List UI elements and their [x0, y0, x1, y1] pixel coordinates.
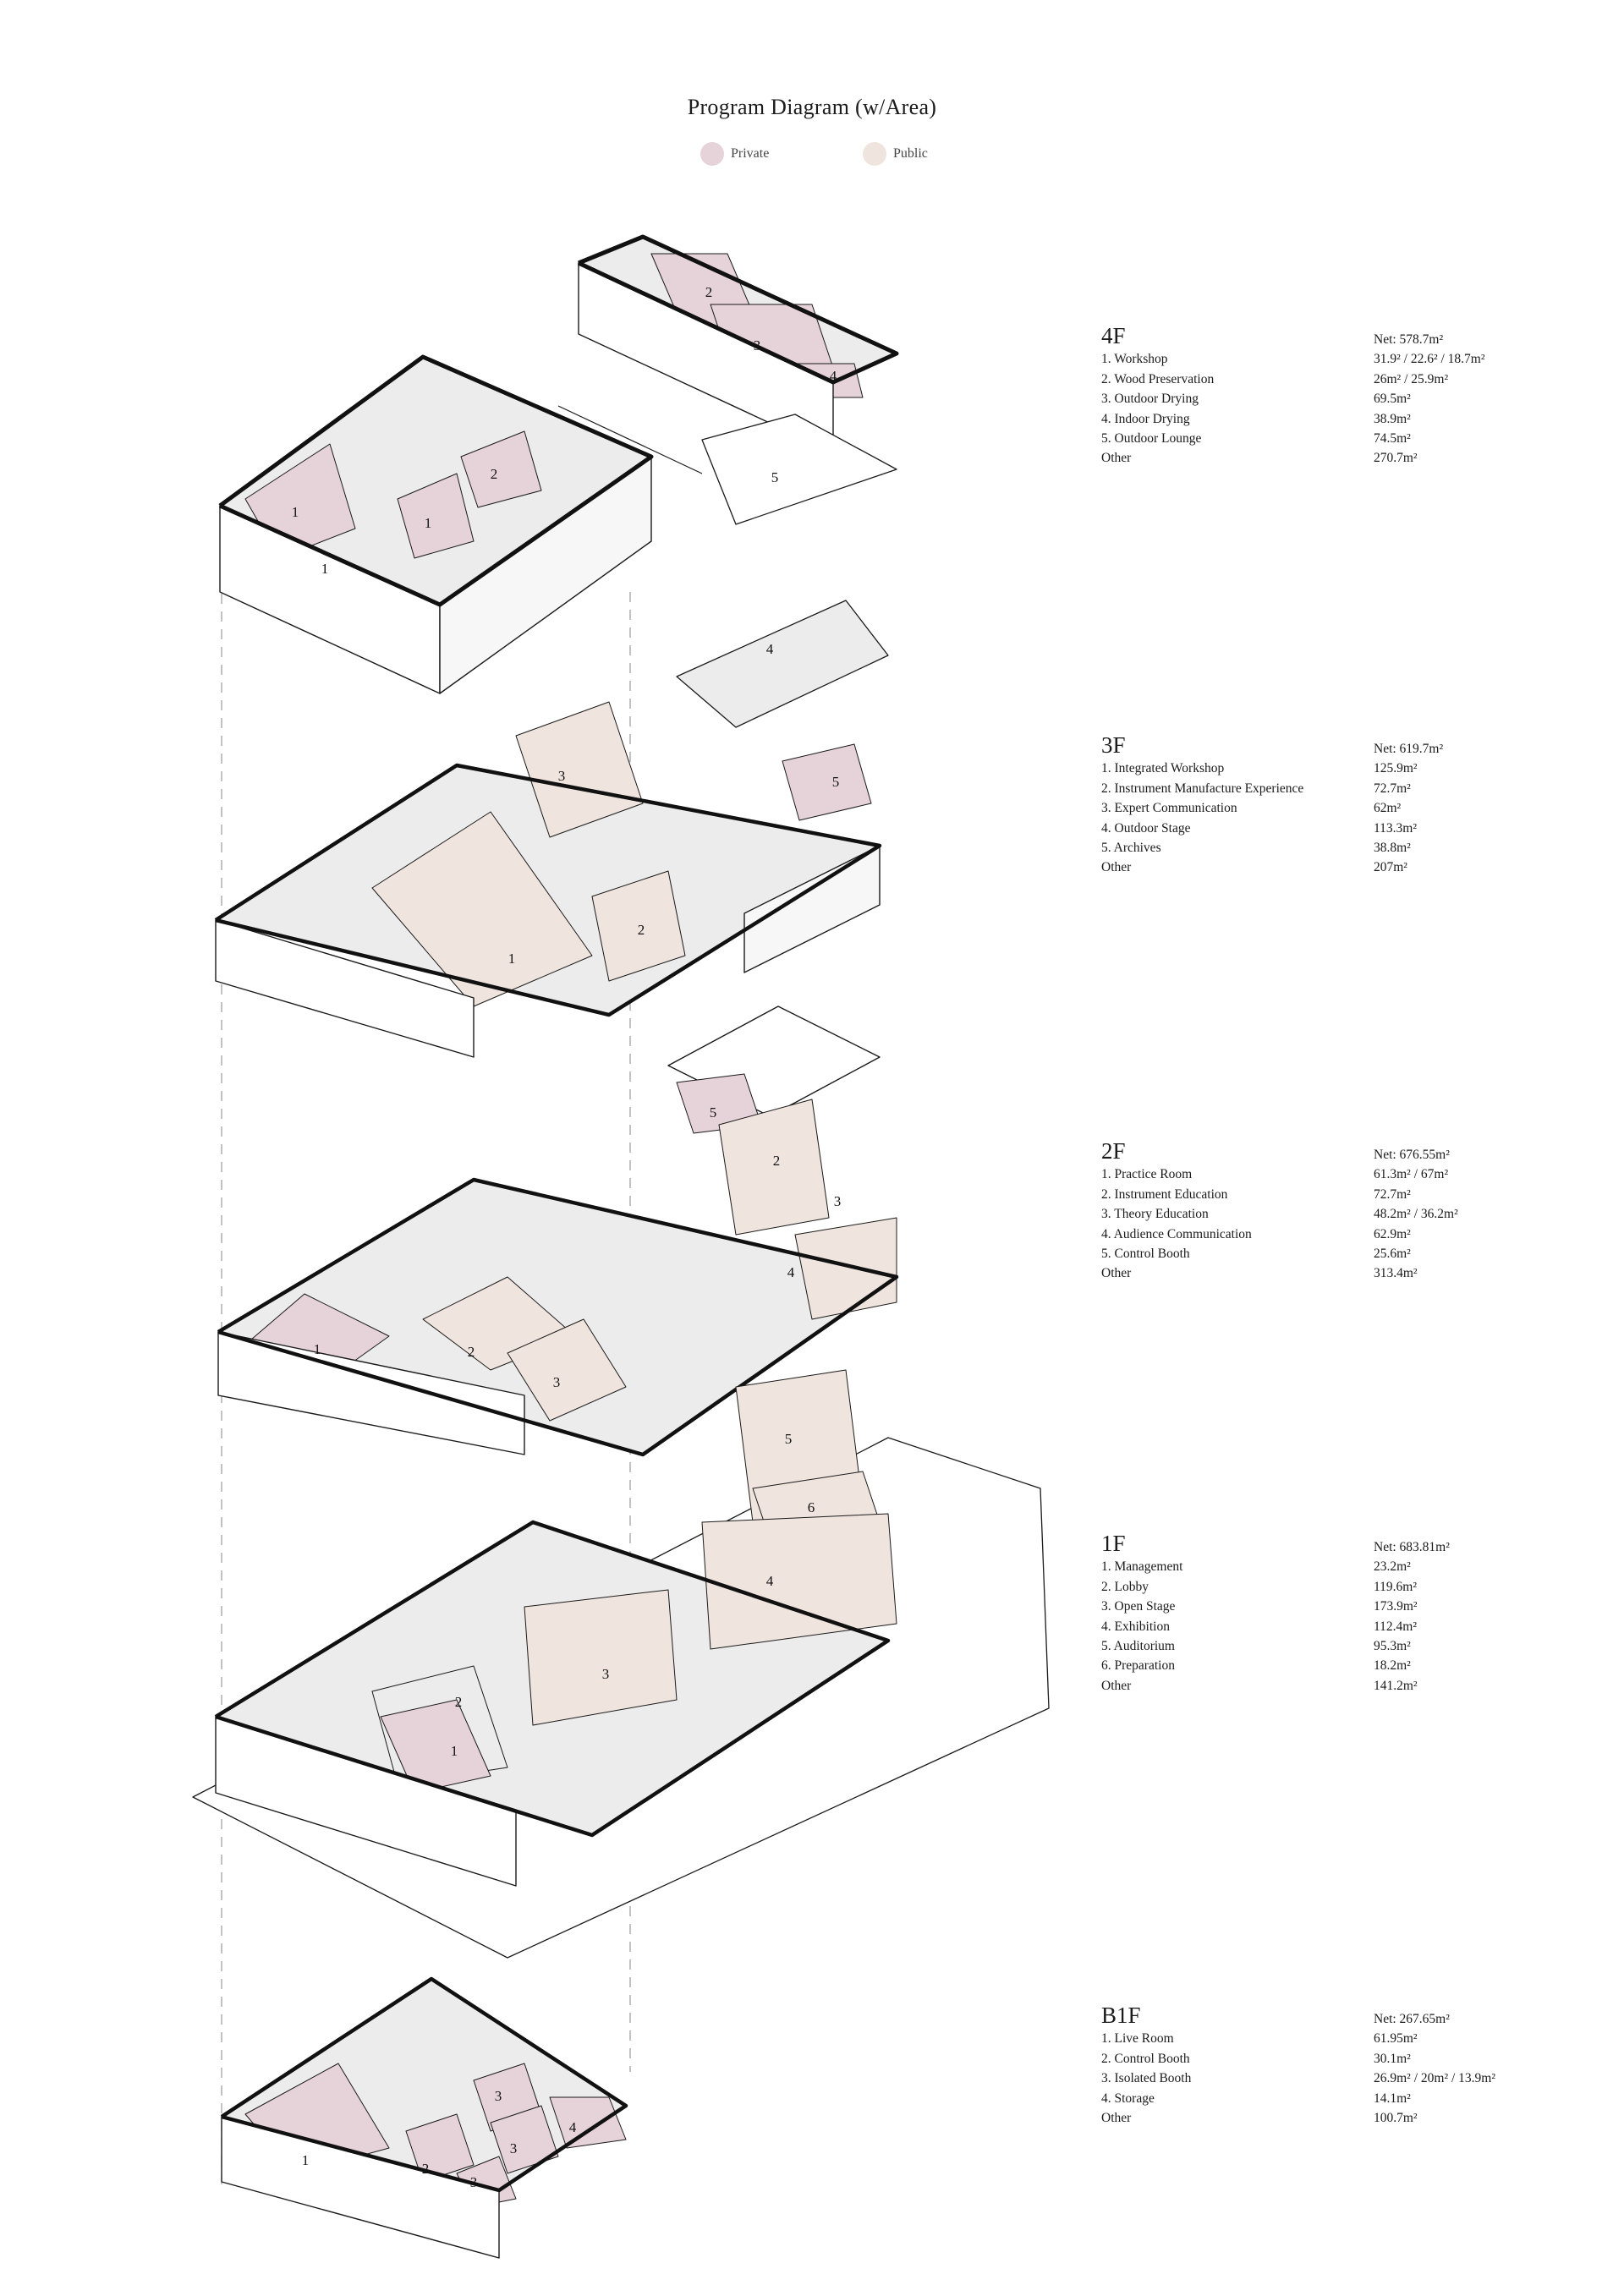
2f-label-5: 1 [313, 1341, 321, 1357]
room-area: 48.2m² / 36.2m² [1374, 1207, 1458, 1222]
room-area: 141.2m² [1374, 1678, 1418, 1693]
3f-label-5: 1 [508, 951, 516, 967]
diagram-title: Program Diagram (w/Area) [687, 95, 937, 119]
1f-label-1: 5 [784, 1431, 793, 1447]
room-label: 2. Lobby [1101, 1579, 1149, 1594]
room-label: 1. Live Room [1101, 2031, 1174, 2047]
room-row [1101, 819, 1575, 838]
room-row [1101, 1185, 1575, 1204]
room-row [1101, 1656, 1575, 1675]
room-area: 38.8m² [1374, 840, 1411, 855]
b1f-label-2: 3 [509, 2140, 518, 2156]
net-area: Net: 267.65m² [1374, 2012, 1450, 2026]
net-area: Net: 683.81m² [1374, 1540, 1450, 1554]
room-label: 3. Outdoor Drying [1101, 392, 1199, 407]
1f-label-5: 2 [454, 1694, 463, 1710]
room-area: 113.3m² [1374, 820, 1418, 836]
room-row [1101, 409, 1575, 429]
room-label: 1. Practice Room [1101, 1167, 1193, 1182]
room-label: 1. Integrated Workshop [1101, 761, 1225, 776]
room-area: 23.2m² [1374, 1559, 1411, 1575]
room-label: 3. Theory Education [1101, 1207, 1209, 1222]
net-area: Net: 676.55m² [1374, 1148, 1450, 1162]
room-row [1101, 370, 1575, 389]
floor-name: B1F [1101, 2003, 1141, 2028]
floor-info-b1f [1101, 2003, 1575, 2128]
3f-label-4: 2 [637, 922, 645, 938]
room-label: 5. Archives [1101, 840, 1161, 855]
room-area: 69.5m² [1374, 392, 1411, 407]
room-label: Other [1101, 451, 1132, 466]
net-area: Net: 578.7m² [1374, 332, 1444, 347]
2f-label-2: 2 [772, 1153, 781, 1169]
room-row [1101, 448, 1575, 468]
room-row [1101, 429, 1575, 448]
room-label: 2. Instrument Manufacture Experience [1101, 781, 1304, 796]
room-label: 4. Storage [1101, 2091, 1155, 2106]
1f-label-3: 4 [765, 1573, 774, 1589]
floor-name: 4F [1101, 323, 1126, 348]
room-label: 5. Control Booth [1101, 1246, 1190, 1261]
2f-label-7: 3 [552, 1374, 561, 1390]
room-area: 270.7m² [1374, 451, 1418, 466]
floor-info-4f [1101, 323, 1575, 469]
floor-name: 2F [1101, 1138, 1126, 1164]
room-row [1101, 1617, 1575, 1636]
room-label: 3. Isolated Booth [1101, 2071, 1192, 2086]
room-area: 14.1m² [1374, 2091, 1411, 2106]
2f-label-4: 4 [787, 1264, 795, 1280]
room-label: Other [1101, 860, 1132, 875]
legend-label-private: Private [731, 146, 770, 161]
floor-b1f-drawing [222, 1979, 626, 2258]
1f-label-4: 3 [601, 1666, 610, 1682]
b1f-label-4: 3 [469, 2174, 478, 2190]
room-row [1101, 858, 1575, 877]
room-label: 2. Control Booth [1101, 2051, 1190, 2066]
b1f-label-1: 3 [494, 2088, 502, 2104]
room-area: 112.4m² [1374, 1619, 1418, 1634]
room-row [1101, 1164, 1575, 1184]
room-row [1101, 1676, 1575, 1696]
2f-label-6: 2 [467, 1344, 475, 1360]
4f-label-3: 4 [829, 368, 837, 384]
room-label: 1. Management [1101, 1559, 1183, 1575]
room-row [1101, 1225, 1575, 1244]
room-row [1101, 2029, 1575, 2048]
room-area: 62.9m² [1374, 1226, 1411, 1241]
room-label: 5. Outdoor Lounge [1101, 430, 1202, 446]
4f-label-8: 5 [771, 469, 779, 485]
floor-name: 3F [1101, 732, 1126, 758]
room-area: 26.9m² / 20m² / 13.9m² [1374, 2071, 1495, 2086]
4f-label-1: 2 [705, 284, 713, 300]
room-label: 4. Indoor Drying [1101, 411, 1190, 426]
room-label: 4. Exhibition [1101, 1619, 1170, 1634]
room-area: 125.9m² [1374, 761, 1418, 776]
room-area: 31.9² / 22.6² / 18.7m² [1374, 352, 1485, 367]
room-row [1101, 798, 1575, 818]
room-area: 38.9m² [1374, 411, 1411, 426]
room-area: 119.6m² [1374, 1579, 1418, 1594]
room-area: 61.95m² [1374, 2031, 1418, 2047]
room-area: 74.5m² [1374, 430, 1411, 446]
room-area: 30.1m² [1374, 2051, 1411, 2066]
room-area: 207m² [1374, 860, 1407, 875]
room-area: 72.7m² [1374, 1186, 1411, 1202]
room-label: 4. Outdoor Stage [1101, 820, 1191, 836]
floor-info-2f [1101, 1138, 1575, 1284]
floor-info-3f [1101, 732, 1575, 878]
3f-label-3: 5 [831, 774, 840, 790]
room-label: Other [1101, 1678, 1132, 1693]
4f-label-2: 3 [753, 337, 761, 353]
floor-info-1f [1101, 1531, 1575, 1696]
room-area: 62m² [1374, 801, 1402, 816]
4f-outdoor-lounge [702, 414, 897, 524]
4f-label-7: 1 [424, 515, 432, 531]
room-row [1101, 1204, 1575, 1224]
4f-label-5: 1 [291, 504, 299, 520]
room-label: 3. Open Stage [1101, 1599, 1176, 1614]
room-row [1101, 349, 1575, 369]
1f-label-2: 6 [807, 1499, 815, 1515]
room-row [1101, 2049, 1575, 2069]
floor-1f-drawing [193, 1370, 1049, 1958]
room-area: 25.6m² [1374, 1246, 1411, 1261]
room-label: Other [1101, 1266, 1132, 1281]
room-row [1101, 779, 1575, 798]
3f-outdoor-stage [677, 600, 888, 727]
2f-label-3: 3 [833, 1193, 842, 1209]
room-row [1101, 759, 1575, 778]
room-label: 5. Auditorium [1101, 1638, 1175, 1653]
room-row [1101, 1244, 1575, 1263]
room-row [1101, 1577, 1575, 1597]
room-row [1101, 2069, 1575, 2088]
room-label: Other [1101, 2110, 1132, 2125]
room-label: 1. Workshop [1101, 352, 1168, 367]
room-label: 2. Instrument Education [1101, 1186, 1228, 1202]
3f-label-1: 4 [765, 641, 774, 657]
legend-label-public: Public [893, 146, 928, 161]
b1f-label-6: 1 [301, 2152, 310, 2168]
room-area: 100.7m² [1374, 2110, 1418, 2125]
room-area: 95.3m² [1374, 1638, 1411, 1653]
room-area: 26m² / 25.9m² [1374, 371, 1449, 386]
room-label: 6. Preparation [1101, 1658, 1175, 1674]
room-area: 61.3m² / 67m² [1374, 1167, 1449, 1182]
2f-label-1: 5 [709, 1104, 717, 1121]
room-area: 18.2m² [1374, 1658, 1411, 1674]
room-label: 4. Audience Communication [1101, 1226, 1252, 1241]
3f-room-archives [782, 744, 871, 820]
room-row [1101, 389, 1575, 408]
1f-label-6: 1 [450, 1743, 458, 1759]
4f-label-4: 2 [490, 466, 498, 482]
room-area: 313.4m² [1374, 1266, 1418, 1281]
room-row [1101, 838, 1575, 858]
room-row [1101, 1597, 1575, 1616]
3f-label-2: 3 [557, 768, 566, 784]
room-row [1101, 2089, 1575, 2108]
room-row [1101, 1636, 1575, 1656]
room-row [1101, 1263, 1575, 1283]
room-label: 2. Wood Preservation [1101, 371, 1215, 386]
room-row [1101, 1557, 1575, 1576]
b1f-label-5: 2 [421, 2161, 430, 2177]
room-area: 173.9m² [1374, 1599, 1418, 1614]
b1f-label-3: 4 [568, 2119, 577, 2135]
floor-name: 1F [1101, 1531, 1126, 1556]
room-area: 72.7m² [1374, 781, 1411, 796]
2f-room-audience-communication [795, 1218, 897, 1319]
room-label: 3. Expert Communication [1101, 801, 1237, 816]
4f-label-6: 1 [321, 561, 329, 577]
room-row [1101, 2108, 1575, 2128]
net-area: Net: 619.7m² [1374, 742, 1444, 756]
floor-3f-drawing [216, 600, 888, 1057]
